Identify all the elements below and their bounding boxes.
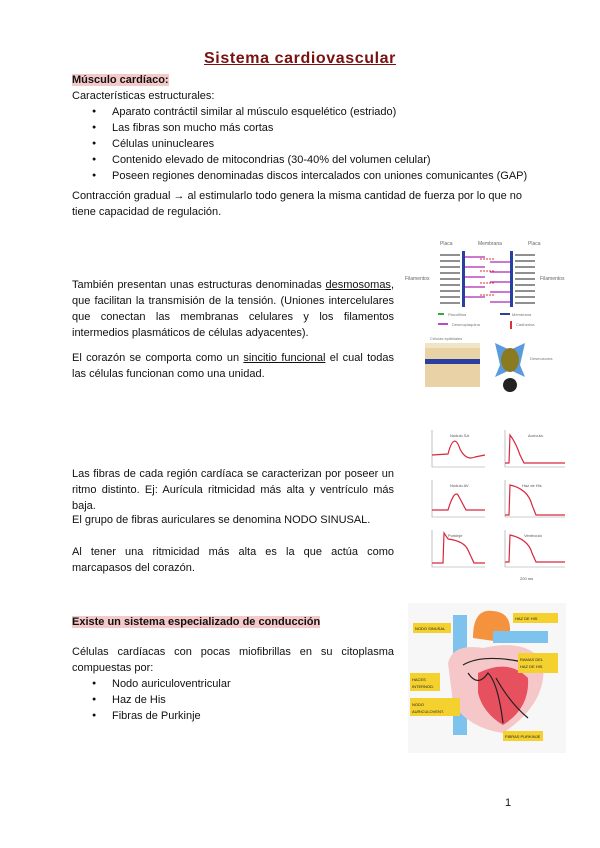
contraction-paragraph xyxy=(72,188,542,220)
section-heading: Existe un sistema especializado de conducción xyxy=(72,616,321,628)
list-item: ● Poseen regiones denominadas discos intercalados con uniones comunicantes (GAP) xyxy=(72,168,542,184)
svg-text:Purkinje: Purkinje xyxy=(448,533,463,538)
svg-text:FIBRAS PURKINJE: FIBRAS PURKINJE xyxy=(505,734,541,739)
intro-text: Características estructurales: xyxy=(72,90,215,102)
svg-text:Membrana: Membrana xyxy=(478,241,502,247)
term-desmosomas: desmosomas xyxy=(325,279,391,291)
svg-text:Filamentos: Filamentos xyxy=(405,276,430,282)
pacemaker-paragraph: Al tener una ritmicidad más alta es la que actúa como marcapasos del corazón. xyxy=(72,546,394,574)
section-cardiac-muscle xyxy=(72,72,542,184)
svg-text:Filamentos: Filamentos xyxy=(540,276,565,282)
svg-text:AURICULOVENT.: AURICULOVENT. xyxy=(412,709,445,714)
action-potential-chart-icon xyxy=(420,425,575,585)
list-item: ● Haz de His xyxy=(72,692,394,708)
svg-text:HAZ DE HIS: HAZ DE HIS xyxy=(515,616,538,621)
text-span: , que facilitan la transmisión de la tensión. (Uniones intercelulares que conectan las membranas celulares y los filamentos intermedios plasmáticos de células adyacentes). xyxy=(72,279,394,339)
list-item: ● Las fibras son mucho más cortas xyxy=(72,120,542,136)
syncytium-paragraph xyxy=(72,350,394,382)
svg-text:Nódulo SA: Nódulo SA xyxy=(450,433,470,438)
svg-text:Placofilina: Placofilina xyxy=(448,312,467,317)
svg-text:HACES: HACES xyxy=(412,677,426,682)
list-item: ● Nodo auriculoventricular xyxy=(72,676,394,692)
heart-conduction-figure xyxy=(408,603,566,753)
action-potentials-figure xyxy=(420,425,575,585)
heart-diagram-icon xyxy=(408,603,566,753)
page-title: Sistema cardiovascular xyxy=(204,50,396,67)
desmosome-paragraph xyxy=(72,277,394,341)
list-item: ● Aparato contráctil similar al músculo esquelético (estriado) xyxy=(72,104,542,120)
sinus-node-paragraph: El grupo de fibras auriculares se denomina NODO SINUSAL. xyxy=(72,514,371,526)
svg-text:Células epiteliales: Células epiteliales xyxy=(430,336,463,341)
text-span: el cual todas las células funcionan como una unidad. xyxy=(72,352,395,380)
list-item: ● Contenido elevado de mitocondrias (30-40% del volumen celular) xyxy=(72,152,542,168)
svg-text:Placa: Placa xyxy=(528,241,541,247)
paragraph-line: tiene capacidad de regulación. xyxy=(72,206,222,218)
conduction-list xyxy=(72,676,394,724)
section-conduction xyxy=(72,614,394,724)
desmosome-figure xyxy=(400,235,575,395)
list-item: ● Células uninucleares xyxy=(72,136,542,152)
svg-text:Placa: Placa xyxy=(440,241,453,247)
section-heading: Músculo cardíaco: xyxy=(72,74,169,86)
svg-text:INTERNOD.: INTERNOD. xyxy=(412,684,434,689)
svg-text:RAMAS DEL: RAMAS DEL xyxy=(520,657,544,662)
paragraph-line: Contracción gradual → al estimularlo todo genera la misma cantidad de fuerza por lo que no xyxy=(72,190,523,202)
svg-text:Nódulo AV: Nódulo AV xyxy=(450,483,469,488)
svg-text:Ventrículo: Ventrículo xyxy=(524,533,542,538)
list-item: ● Fibras de Purkinje xyxy=(72,708,394,724)
svg-text:Desmosoma: Desmosoma xyxy=(530,356,553,361)
svg-text:Haz de His: Haz de His xyxy=(522,483,542,488)
svg-text:Desmoplaquina: Desmoplaquina xyxy=(452,322,480,327)
text-span: El corazón se comporta como un xyxy=(72,352,244,364)
svg-text:Aurícula: Aurícula xyxy=(528,433,543,438)
svg-text:Membrana: Membrana xyxy=(512,312,532,317)
svg-text:NODO SINUSAL: NODO SINUSAL xyxy=(415,626,446,631)
conduction-intro: Células cardíacas con pocas miofibrillas en su citoplasma compuestas por: xyxy=(72,646,394,674)
svg-text:HAZ DE HIS: HAZ DE HIS xyxy=(520,664,543,669)
svg-text:200 ms: 200 ms xyxy=(520,576,534,581)
term-sincitio: sincitio funcional xyxy=(243,352,326,364)
desmosome-diagram-icon xyxy=(400,235,575,395)
page-number: 1 xyxy=(505,797,512,809)
feature-list xyxy=(72,104,542,184)
svg-text:NODO: NODO xyxy=(412,702,424,707)
rhythm-paragraph: Las fibras de cada región cardíaca se caracterizan por poseer un ritmo distinto. Ej: Aurícula ritmicidad más alta y ventrículo más baja. xyxy=(72,468,394,512)
text-span: También presentan unas estructuras denominadas xyxy=(72,279,326,291)
svg-text:Cadherina: Cadherina xyxy=(516,322,535,327)
